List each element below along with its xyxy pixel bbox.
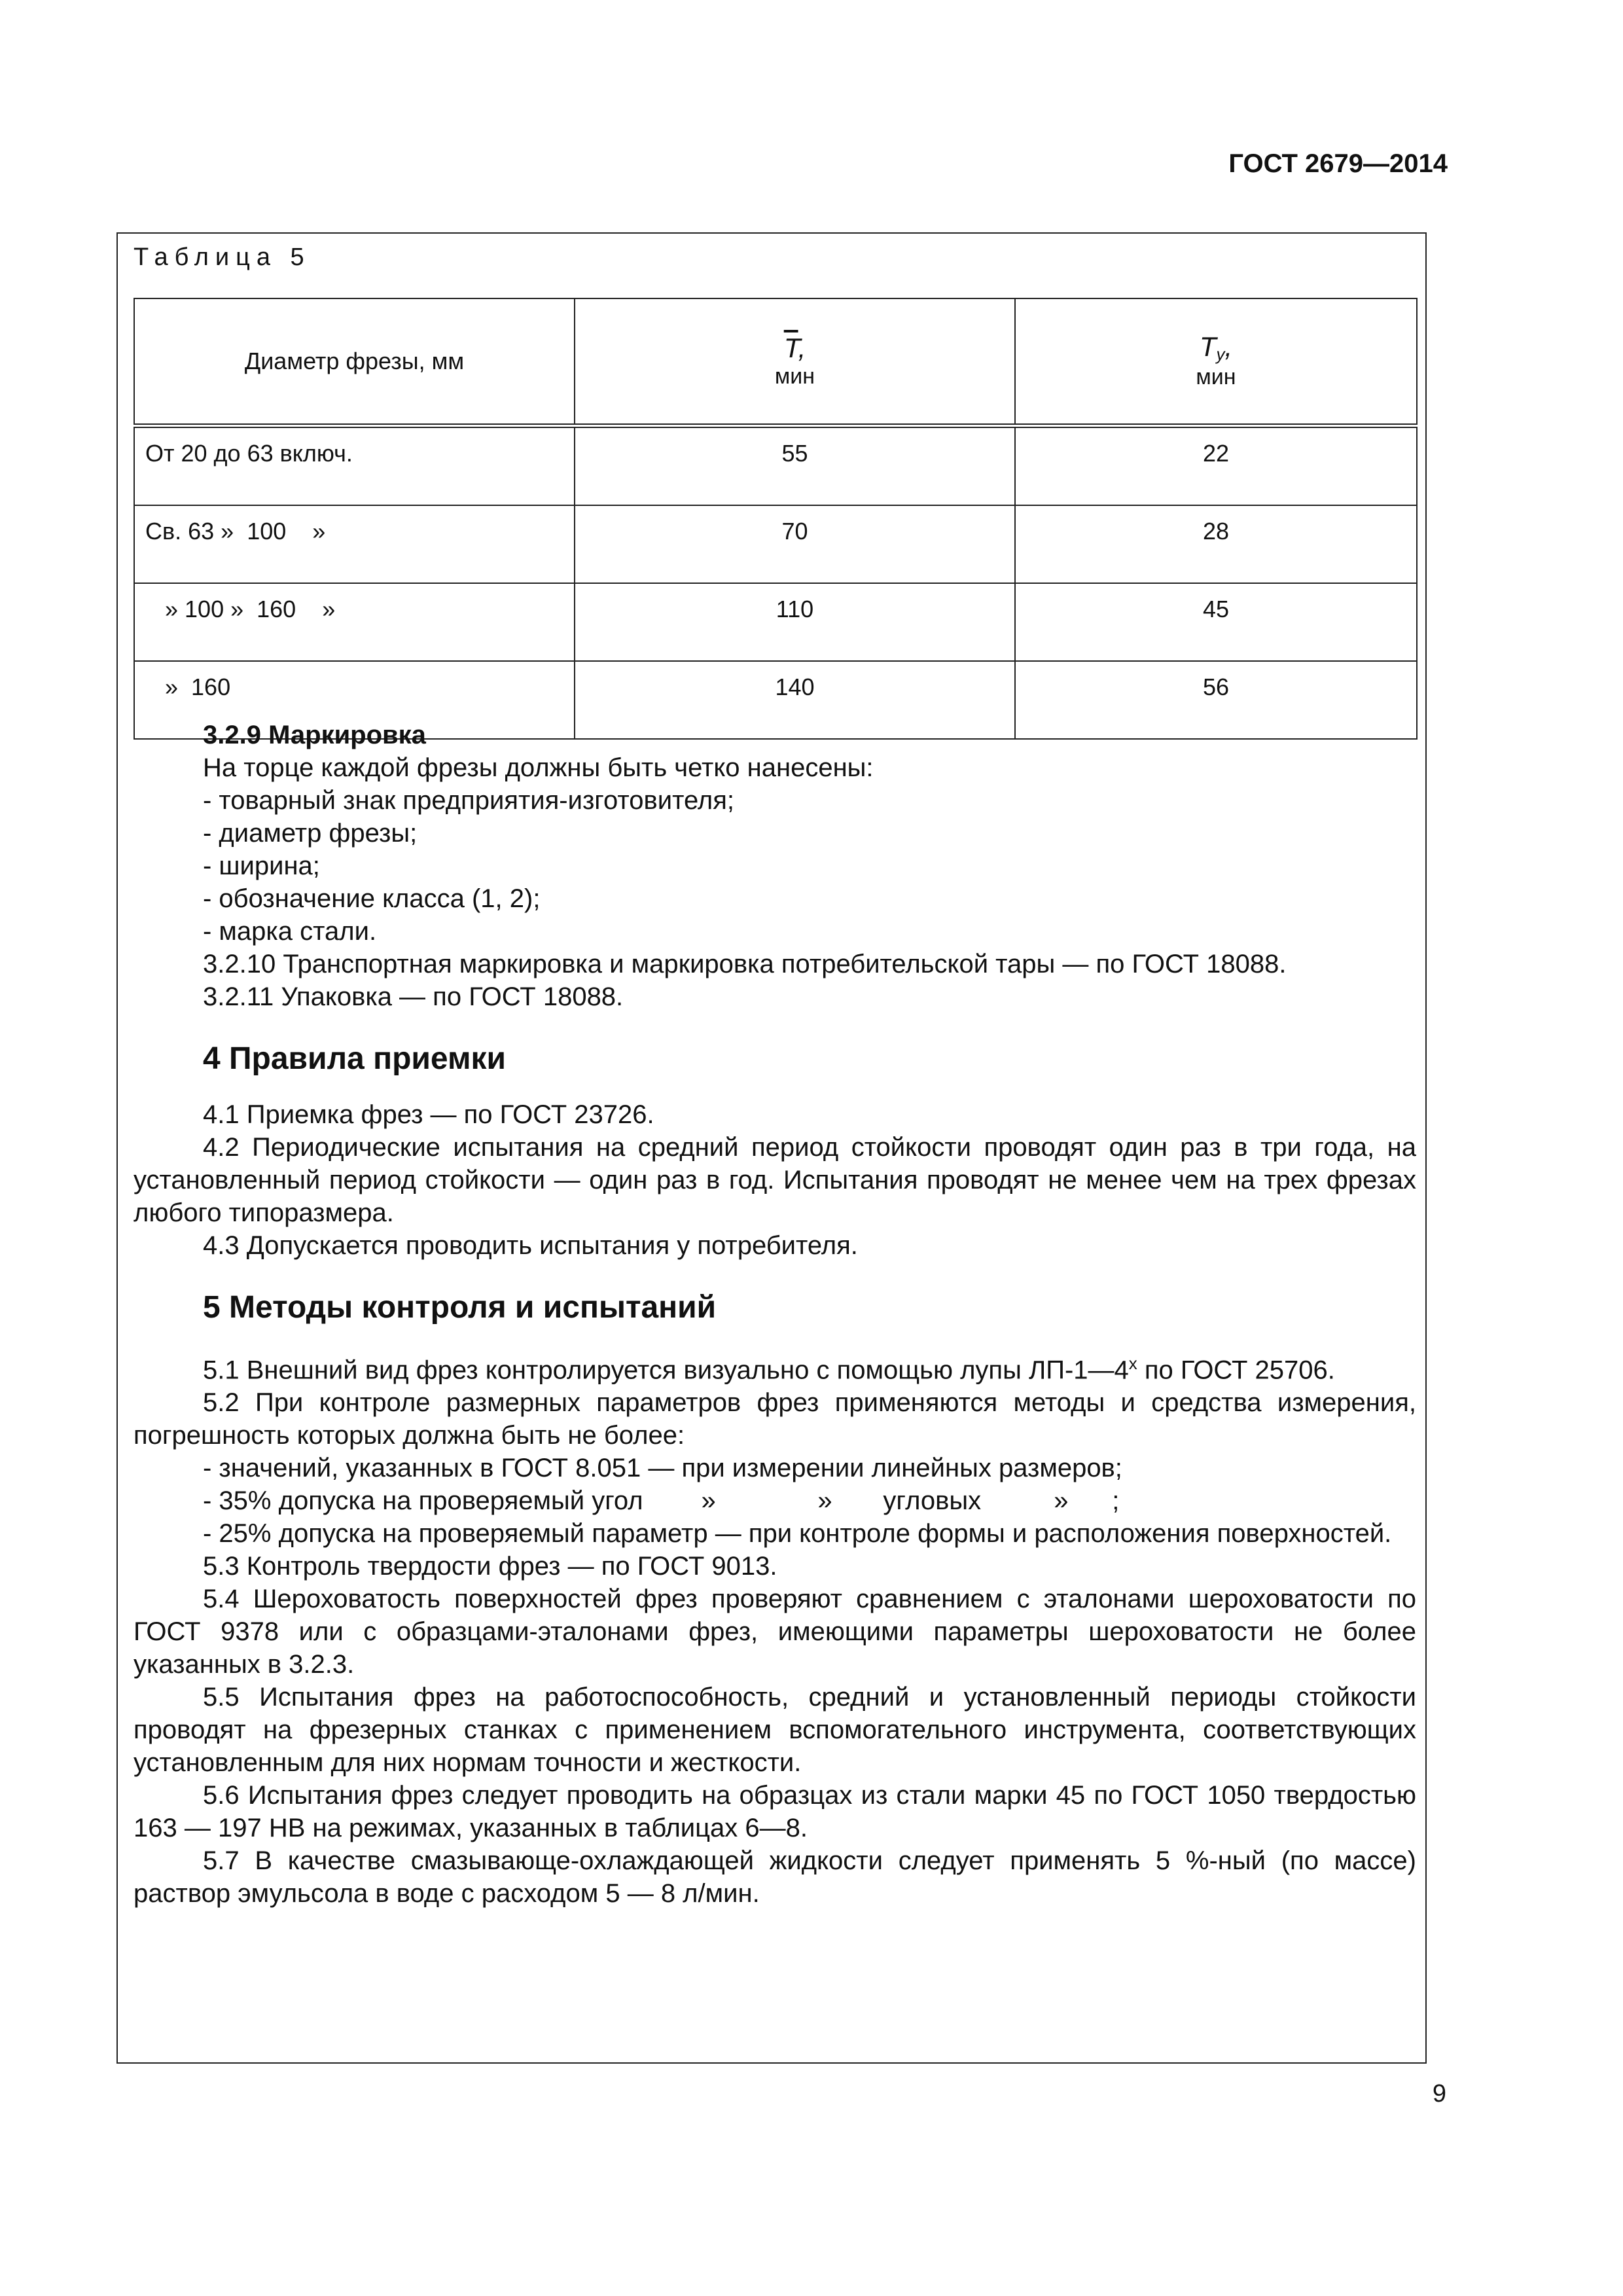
cell-set-life: 28 (1015, 505, 1417, 583)
list-item: - диаметр фрезы; (203, 819, 418, 848)
paragraph: 3.2.10 Транспортная маркировка и маркировка потребительской тары — по ГОСТ 18088. (203, 950, 1287, 978)
list-item: - товарный знак предприятия-изготовителя; (203, 786, 734, 815)
paragraph: 5.5 Испытания фрез на работоспособность, средний и установленный периоды стойкости проводят на фрезерных станках с применением вспомогательного инструмента, соответствующих установленным для них нормам точности и жесткости. (134, 1683, 1416, 1778)
paragraph: 5.6 Испытания фрез следует проводить на образцах из стали марки 45 по ГОСТ 1050 твердостью 163 — 197 НВ на режимах, указанных в таблицах 6—8. (134, 1781, 1416, 1843)
cell-mean-life: 140 (575, 661, 1015, 739)
table-row (134, 426, 1417, 506)
cell-mean-life: 55 (575, 426, 1015, 506)
table-caption: Таблица 5 (134, 243, 311, 271)
cell-diameter: » 160 (134, 661, 575, 739)
table-row (134, 505, 1417, 583)
paragraph: 4.2 Периодические испытания на средний период стойкости проводят один раз в три года, на установленный период стойкости — один раз в год. Испытания проводят не менее чем на трех фрезах любого типоразмера. (134, 1133, 1416, 1227)
section-heading: 5 Методы контроля и испытаний (203, 1290, 717, 1325)
set-life-subscript: y (1216, 344, 1225, 365)
document-code: ГОСТ 2679—2014 (1228, 149, 1448, 178)
set-life-comma: , (1224, 331, 1233, 363)
mean-life-comma: , (798, 332, 806, 363)
cell-set-life: 45 (1015, 583, 1417, 661)
list-item: - обозначение класса (1, 2); (203, 884, 541, 913)
list-item: - 25% допуска на проверяемый параметр — при контроле формы и расположения поверхностей. (203, 1519, 1392, 1549)
paragraph: 5.2 При контроле размерных параметров фрез применяются методы и средства измерения, погрешность которых должна быть не более: (134, 1388, 1416, 1450)
cell-diameter: » 100 » 160 » (134, 583, 575, 661)
list-item: - 35% допуска на проверяемый угол » » угловых » ; (203, 1486, 1120, 1516)
marking-section (134, 719, 1416, 1910)
mean-life-unit: мин (774, 363, 815, 389)
list-item: - значений, указанных в ГОСТ 8.051 — при измерении линейных размеров; (203, 1454, 1122, 1483)
page-number: 9 (1432, 2080, 1446, 2108)
paragraph: 4.3 Допускается проводить испытания у потребителя. (203, 1231, 858, 1260)
cell-set-life: 56 (1015, 661, 1417, 739)
cell-diameter: Св. 63 » 100 » (134, 505, 575, 583)
table-5 (134, 298, 1418, 740)
list-item: - ширина; (203, 852, 320, 880)
paragraph: 5.1 Внешний вид фрез контролируется визуально с помощью лупы ЛП-1—4$^x$ по ГОСТ 25706. (203, 1354, 1335, 1385)
header-mean-life (575, 298, 1015, 426)
table-header-row (134, 298, 1417, 426)
table-row (134, 583, 1417, 661)
paragraph: 4.1 Приемка фрез — по ГОСТ 23726. (203, 1100, 654, 1129)
paragraph: На торце каждой фрезы должны быть четко нанесены: (203, 753, 874, 782)
header-set-life (1015, 298, 1417, 426)
cell-diameter: От 20 до 63 включ. (134, 426, 575, 506)
set-life-unit: мин (1196, 364, 1236, 389)
cell-mean-life: 70 (575, 505, 1015, 583)
subsection-title: 3.2.9 Маркировка (203, 721, 426, 749)
section-heading: 4 Правила приемки (203, 1041, 507, 1076)
set-life-symbol: T (1199, 331, 1217, 363)
paragraph: 5.3 Контроль твердости фрез — по ГОСТ 9013. (203, 1552, 777, 1581)
paragraph: 5.7 В качестве смазывающе-охлаждающей жидкости следует применять 5 %-ный (по массе) раствор эмульсола в воде с расходом 5 — 8 л/мин. (134, 1846, 1416, 1909)
cell-mean-life: 110 (575, 583, 1015, 661)
list-item: - марка стали. (203, 917, 377, 946)
cell-set-life: 22 (1015, 426, 1417, 506)
header-diameter: Диаметр фрезы, мм (134, 298, 575, 426)
mean-life-symbol: $\overline{T}$ (783, 332, 798, 363)
paragraph: 3.2.11 Упаковка — по ГОСТ 18088. (203, 982, 624, 1011)
paragraph: 5.4 Шероховатость поверхностей фрез проверяют сравнением с эталонами шероховатости по ГОСТ 9378 или с образцами-эталонами фрез, имеющими параметры шероховатости не более указанных в 3.2.3. (134, 1585, 1416, 1679)
